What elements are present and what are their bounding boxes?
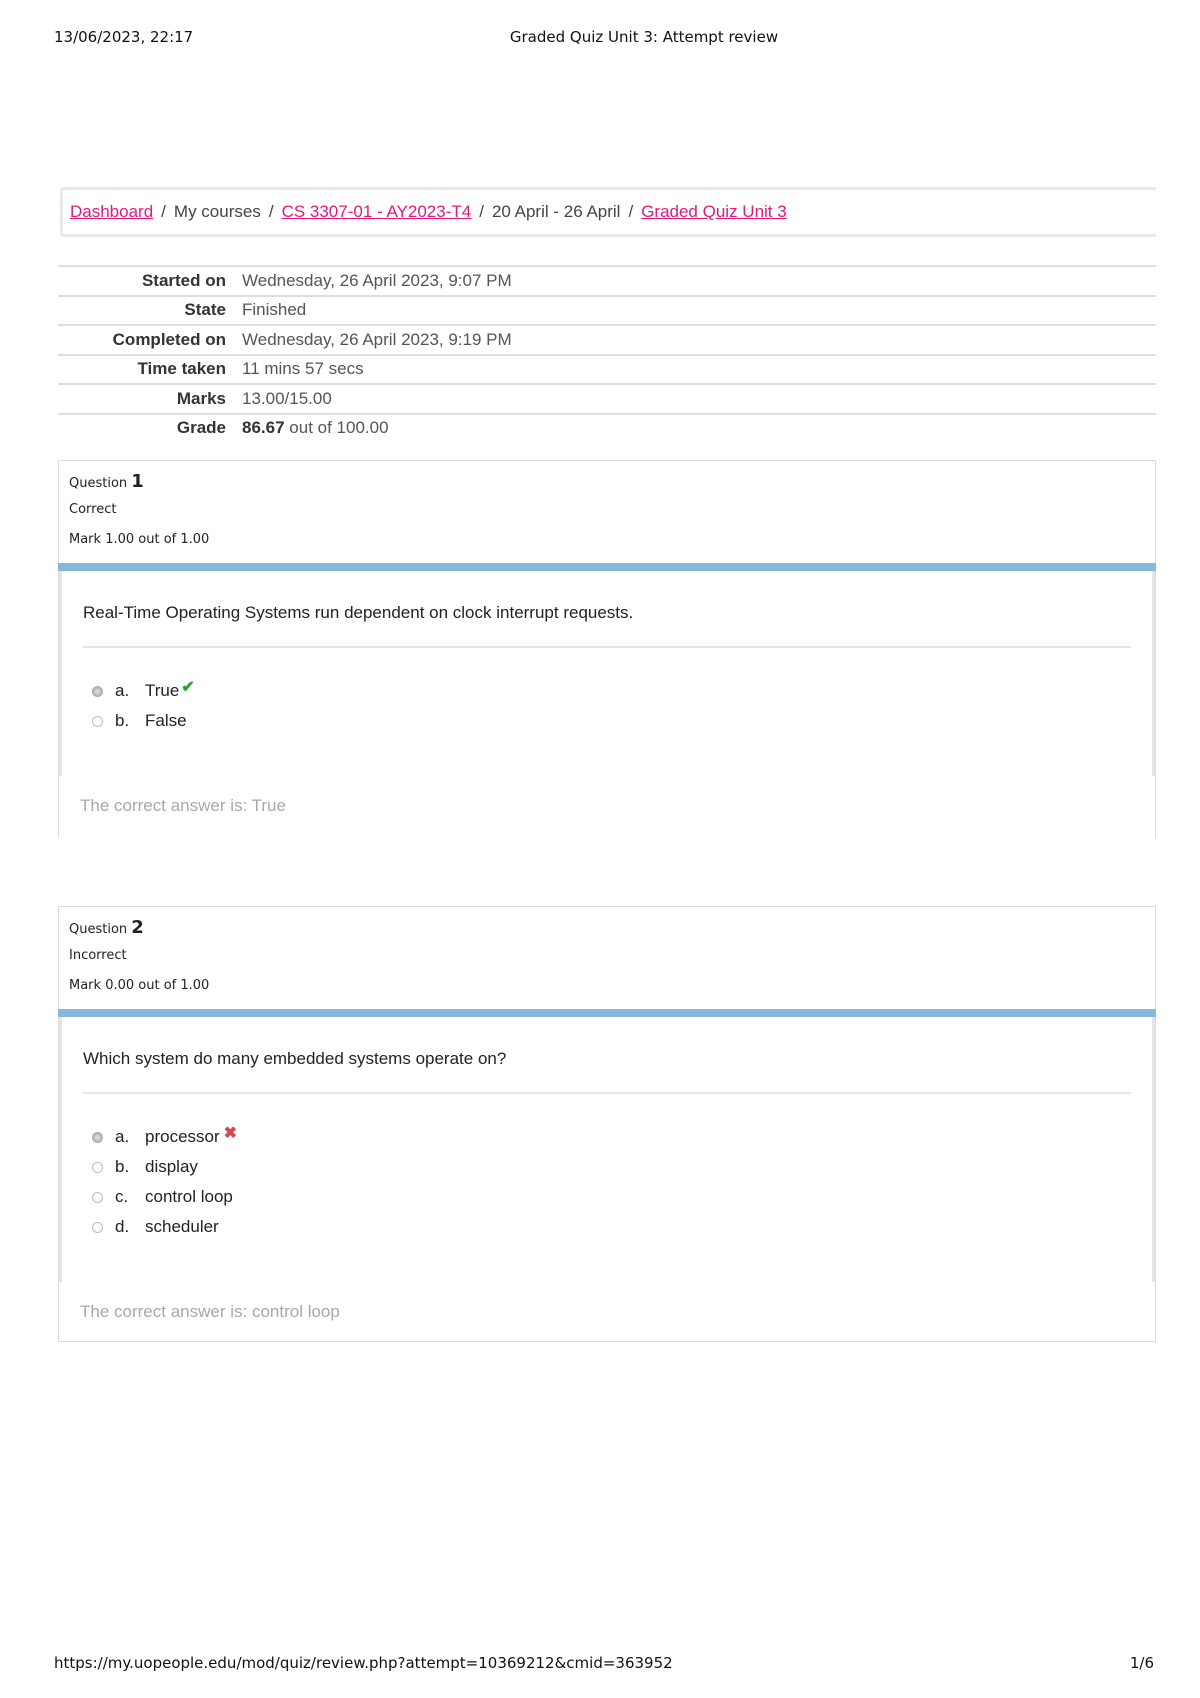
answer-list [83, 1094, 1131, 1282]
question-text: Real-Time Operating Systems run dependent on clock interrupt requests. [83, 571, 1131, 648]
question-status: Correct [69, 502, 117, 517]
question-number-value: 1 [131, 471, 144, 492]
summary-row-time-taken [58, 355, 1156, 385]
summary-label: Time taken [58, 355, 234, 385]
question-mark: Mark 0.00 out of 1.00 [69, 978, 210, 993]
question-mark: Mark 1.00 out of 1.00 [69, 532, 210, 547]
answer-text: display [145, 1157, 198, 1176]
breadcrumb-separator: / [479, 202, 484, 221]
answer-option[interactable] [92, 1122, 1131, 1152]
question-info [59, 461, 1155, 563]
attempt-summary-table [58, 265, 1156, 442]
summary-row-marks [58, 384, 1156, 414]
summary-label: Started on [58, 266, 234, 296]
question-body [59, 1017, 1155, 1282]
answer-letter: a. [115, 681, 130, 700]
answer-option[interactable] [92, 676, 1131, 706]
summary-label: Grade [58, 414, 234, 443]
answer-text: scheduler [145, 1217, 219, 1236]
cross-icon: ✖ [223, 1125, 238, 1142]
answer-list [83, 648, 1131, 776]
print-title: Graded Quiz Unit 3: Attempt review [509, 28, 779, 46]
question-number [69, 917, 1145, 941]
breadcrumb-quiz-link[interactable]: Graded Quiz Unit 3 [641, 202, 787, 221]
breadcrumb-separator: / [268, 202, 274, 221]
answer-option[interactable] [92, 1182, 1131, 1212]
radio-unselected[interactable] [92, 1222, 103, 1233]
answer-letter: d. [115, 1217, 130, 1236]
question-info [59, 907, 1155, 1009]
grade-score: 86.67 [242, 418, 285, 438]
answer-letter: b. [115, 1157, 130, 1176]
summary-value: Wednesday, 26 April 2023, 9:19 PM [234, 325, 1156, 355]
breadcrumb-week: 20 April - 26 April [491, 202, 621, 221]
correct-answer-feedback: The correct answer is: control loop [80, 1302, 340, 1321]
answer-option[interactable] [92, 1152, 1131, 1182]
question-prefix: Question [69, 922, 128, 937]
print-header [54, 28, 1154, 46]
summary-row-started [58, 266, 1156, 296]
answer-text: False [145, 711, 187, 730]
radio-selected[interactable] [92, 1132, 103, 1143]
summary-row-state [58, 296, 1156, 326]
answer-letter: b. [115, 711, 130, 730]
answer-text: processor [145, 1127, 220, 1146]
print-datetime: 13/06/2023, 22:17 [54, 28, 194, 46]
question-prefix: Question [69, 476, 128, 491]
breadcrumb-course-link[interactable]: CS 3307-01 - AY2023-T4 [281, 202, 472, 221]
summary-value: 11 mins 57 secs [234, 355, 1156, 385]
summary-label: Marks [58, 384, 234, 414]
summary-value: Wednesday, 26 April 2023, 9:07 PM [234, 266, 1156, 296]
summary-value: Finished [234, 296, 1156, 326]
print-footer [54, 1654, 1154, 1672]
breadcrumb-my-courses: My courses [173, 202, 261, 221]
answer-text: control loop [145, 1187, 233, 1206]
answer-text: True [145, 681, 180, 700]
radio-selected[interactable] [92, 686, 103, 697]
answer-option[interactable] [92, 1212, 1131, 1242]
question-card [58, 906, 1156, 1342]
radio-unselected[interactable] [92, 1162, 103, 1173]
print-url: https://my.uopeople.edu/mod/quiz/review.php?attempt=10369212&cmid=363952 [54, 1654, 673, 1672]
question-number [69, 471, 1145, 495]
answer-option[interactable] [92, 706, 1131, 736]
answer-letter: a. [115, 1127, 130, 1146]
summary-label: Completed on [58, 325, 234, 355]
question-number-value: 2 [131, 917, 144, 938]
question-divider-bar [58, 1009, 1156, 1017]
radio-unselected[interactable] [92, 716, 103, 727]
question-status: Incorrect [69, 948, 127, 963]
answer-letter: c. [115, 1187, 129, 1206]
question-card [58, 460, 1156, 838]
question-text: Which system do many embedded systems operate on? [83, 1017, 1131, 1094]
grade-out-of: out of 100.00 [289, 418, 389, 438]
summary-row-grade [58, 414, 1156, 443]
breadcrumb-separator: / [628, 202, 634, 221]
correct-answer-feedback: The correct answer is: True [80, 796, 286, 815]
summary-row-completed [58, 325, 1156, 355]
radio-unselected[interactable] [92, 1192, 103, 1203]
summary-label: State [58, 296, 234, 326]
print-page-number: 1/6 [1129, 1654, 1154, 1672]
checkmark-icon: ✔ [181, 679, 195, 696]
question-divider-bar [58, 563, 1156, 571]
summary-value [234, 414, 1156, 443]
breadcrumb [60, 187, 1156, 237]
breadcrumb-dashboard-link[interactable]: Dashboard [70, 202, 154, 221]
breadcrumb-separator: / [161, 202, 166, 221]
question-body [59, 571, 1155, 776]
summary-value: 13.00/15.00 [234, 384, 1156, 414]
